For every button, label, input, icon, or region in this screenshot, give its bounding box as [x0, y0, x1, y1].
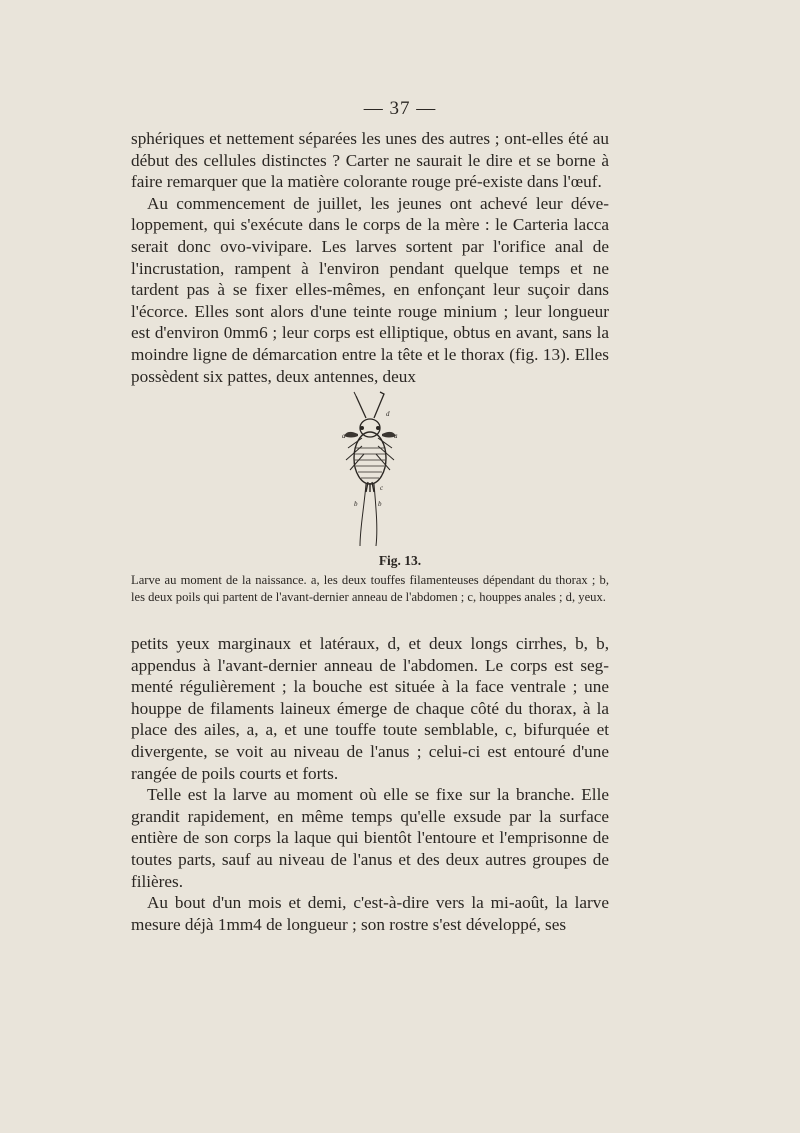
figure-caption: Larve au moment de la naissance. a, les deux touffes filamenteuses dépendant du thorax ; b, les deux poils qui partent de l'avant-dernier anneau de l'abdomen ; c, houppes anales ; d, yeux.	[131, 573, 609, 604]
svg-text:c: c	[380, 484, 384, 492]
paragraph: petits yeux marginaux et latéraux, d, et deux longs cirrhes, b, b, appendus à l'avant-dernier anneau de l'abdomen. Le corps est seg-menté régulièrement ; la bouche est située à la face ventrale ; une houppe de filaments laineux émerge de chaque côté du thorax, à la place des ailes, a, a, et une touffe toute semblable, c, bifurquée et divergente, se voit au niveau de l'anus ; celui-ci est entouré d'une rangée de poils courts et forts.	[131, 634, 609, 783]
text-block-top	[131, 128, 609, 387]
svg-text:a: a	[342, 432, 346, 440]
page-number: — 37 —	[363, 98, 437, 119]
svg-text:d: d	[386, 410, 390, 418]
paragraph: sphériques et nettement séparées les unes des autres ; ont-elles été au début des cellules distinctes ? Carter ne saurait le dire et se borne à faire remarquer que la matière colorante rouge pré-existe dans l'œuf.	[131, 129, 609, 192]
svg-text:b: b	[378, 500, 382, 508]
text-block-bottom	[131, 633, 609, 935]
figure-title: Fig. 13.	[378, 553, 422, 568]
paragraph: Au commencement de juillet, les jeunes ont achevé leur déve-loppement, qui s'exécute dans le corps de la mère : le Carteria lacca serait donc ovo-vivipare. Les larves sortent par l'orifice anal de l'incrustation, rampent à l'environ pendant quelque temps et ne tardent pas à se fixer elles-mêmes, en enfonçant leur suçoir dans l'écorce. Elles sont alors d'une teinte rouge minium ; leur longueur est d'environ 0mm6 ; leur corps est elliptique, obtus en avant, sans la moindre ligne de démarcation entre la tête et le thorax (fig. 13). Elles possèdent six pattes, deux antennes, deux	[131, 193, 609, 386]
svg-text:a: a	[394, 432, 398, 440]
paragraph: Telle est la larve au moment où elle se fixe sur la branche. Elle grandit rapidement, en même temps qu'elle exsude par la surface entière de son corps la laque qui bientôt l'entoure et l'emprisonne de toutes parts, sauf au niveau de l'anus et des deux autres groupes de filières.	[131, 785, 609, 891]
larva-illustration	[320, 388, 420, 548]
svg-text:b: b	[354, 500, 358, 508]
paragraph: Au bout d'un mois et demi, c'est-à-dire vers la mi-août, la larve mesure déjà 1mm4 de longueur ; son rostre s'est développé, ses	[131, 893, 609, 934]
